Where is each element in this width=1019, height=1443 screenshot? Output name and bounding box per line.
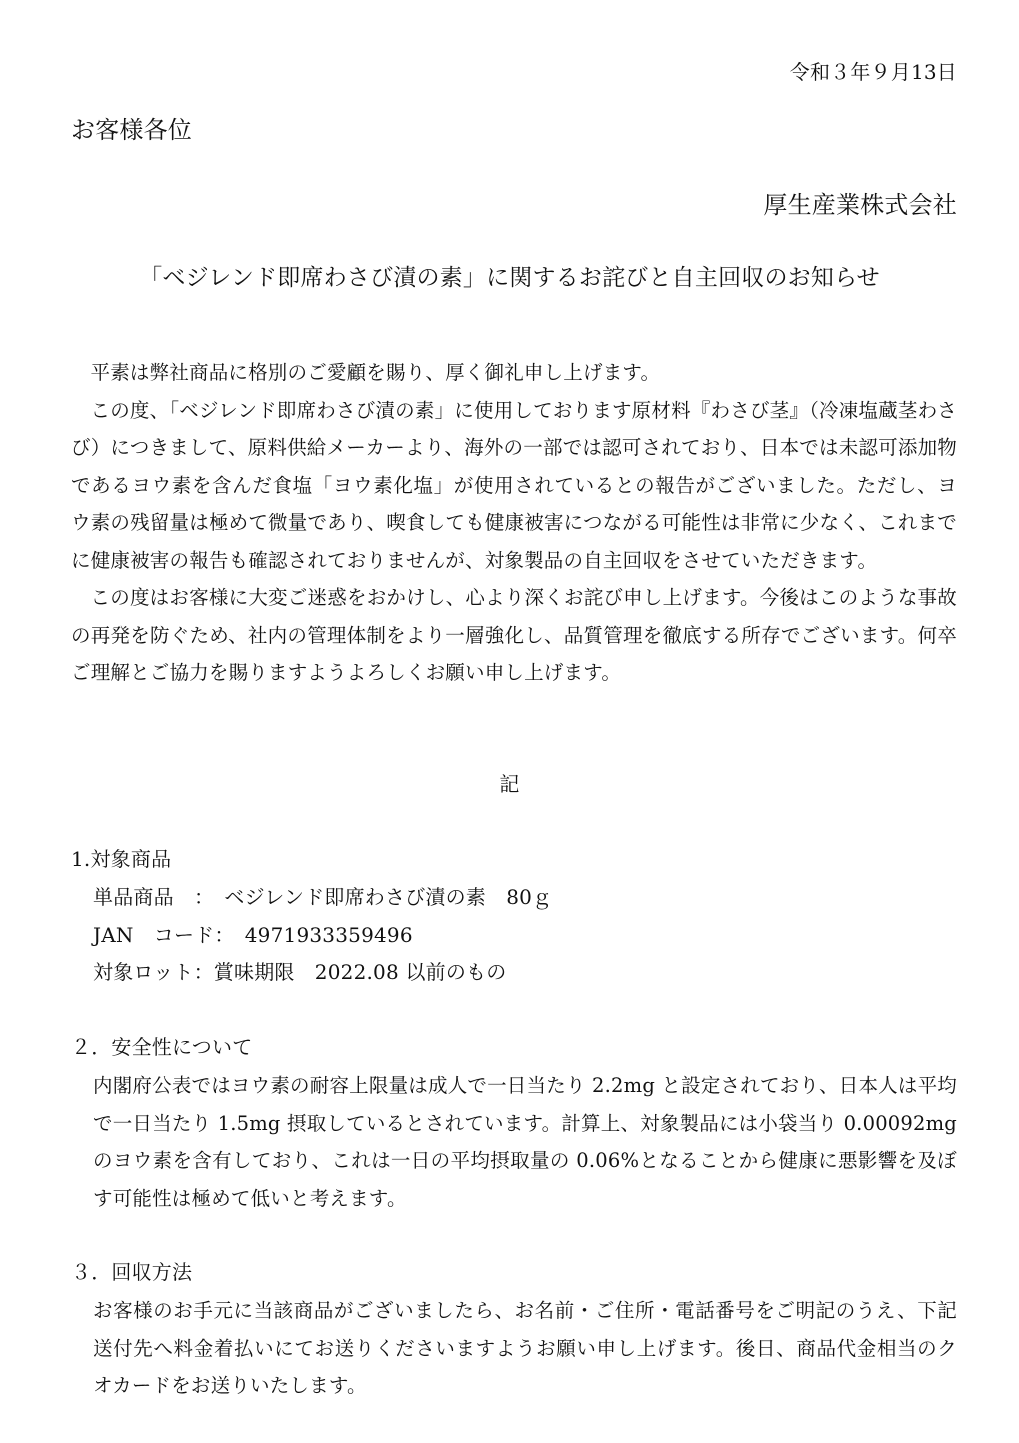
section1-jan: JAN コード： 4971933359496 (93, 923, 413, 947)
section1-product: 単品商品 ： ベジレンド即席わさび漬の素 80ｇ (93, 885, 553, 909)
intro-paragraph-2: この度、「ベジレンド即席わさび漬の素」に使用しております原材料『わさび茎』（冷凍塩蔵茎わさび）につきまして、原料供給メーカーより、海外の一部では認可されており、日本では未認可添加物であるヨウ素を含んだ食塩「ヨウ素化塩」が使用されているとの報告がございました。ただし、ヨウ素の残留量は極めて微量であり、喫食しても健康被害につながる可能性は非常に少なく、これまでに健康被害の報告も確認されておりませんが、対象製品の自主回収をさせていただきます。 (71, 398, 957, 572)
section3-text: お客様のお手元に当該商品がございましたら、お名前・ご住所・電話番号をご明記のうえ、下記送付先へ料金着払いにてお送りくださいますようお願い申し上げます。後日、商品代金相当のクオカードをお送りいたします。 (93, 1299, 957, 1397)
notice-date: 令和３年９月13日 (789, 60, 957, 84)
intro-paragraph-1: 平素は弊社商品に格別のご愛顧を賜り、厚く御礼申し上げます。 (90, 361, 661, 384)
addressee: お客様各位 (71, 116, 192, 144)
sender-company: 厚生産業株式会社 (763, 191, 957, 219)
notice-title: 「ベジレンド即席わさび漬の素」に関するお詫びと自主回収のお知らせ (139, 265, 880, 291)
section1-lot: 対象ロット：賞味期限 2022.08 以前のもの (93, 960, 507, 984)
ki-heading: 記 (499, 772, 520, 796)
intro-body (71, 354, 957, 692)
section1-heading: 1.対象商品 (71, 847, 172, 871)
intro-paragraph-3: この度はお客様に大変ご迷惑をおかけし、心より深くお詫び申し上げます。今後はこのような事故の再発を防ぐため、社内の管理体制をより一層強化し、品質管理を徹底する所存でございます。何卒ご理解とご協力を賜りますようよろしくお願い申し上げます。 (71, 586, 957, 684)
section2-text: 内閣府公表ではヨウ素の耐容上限量は成人で一日当たり 2.2mg と設定されており、日本人は平均で一日当たり 1.5mg 摂取しているとされています。計算上、対象製品には小袋当り 0.00092mg のヨウ素を含有しており、これは一日の平均摂取量の 0.06%となることから健康に悪影響を及ぼす可能性は極めて低いと考えます。 (93, 1074, 957, 1210)
section3-heading: ３．回収方法 (71, 1260, 193, 1284)
section2-heading: ２．安全性について (71, 1035, 253, 1059)
